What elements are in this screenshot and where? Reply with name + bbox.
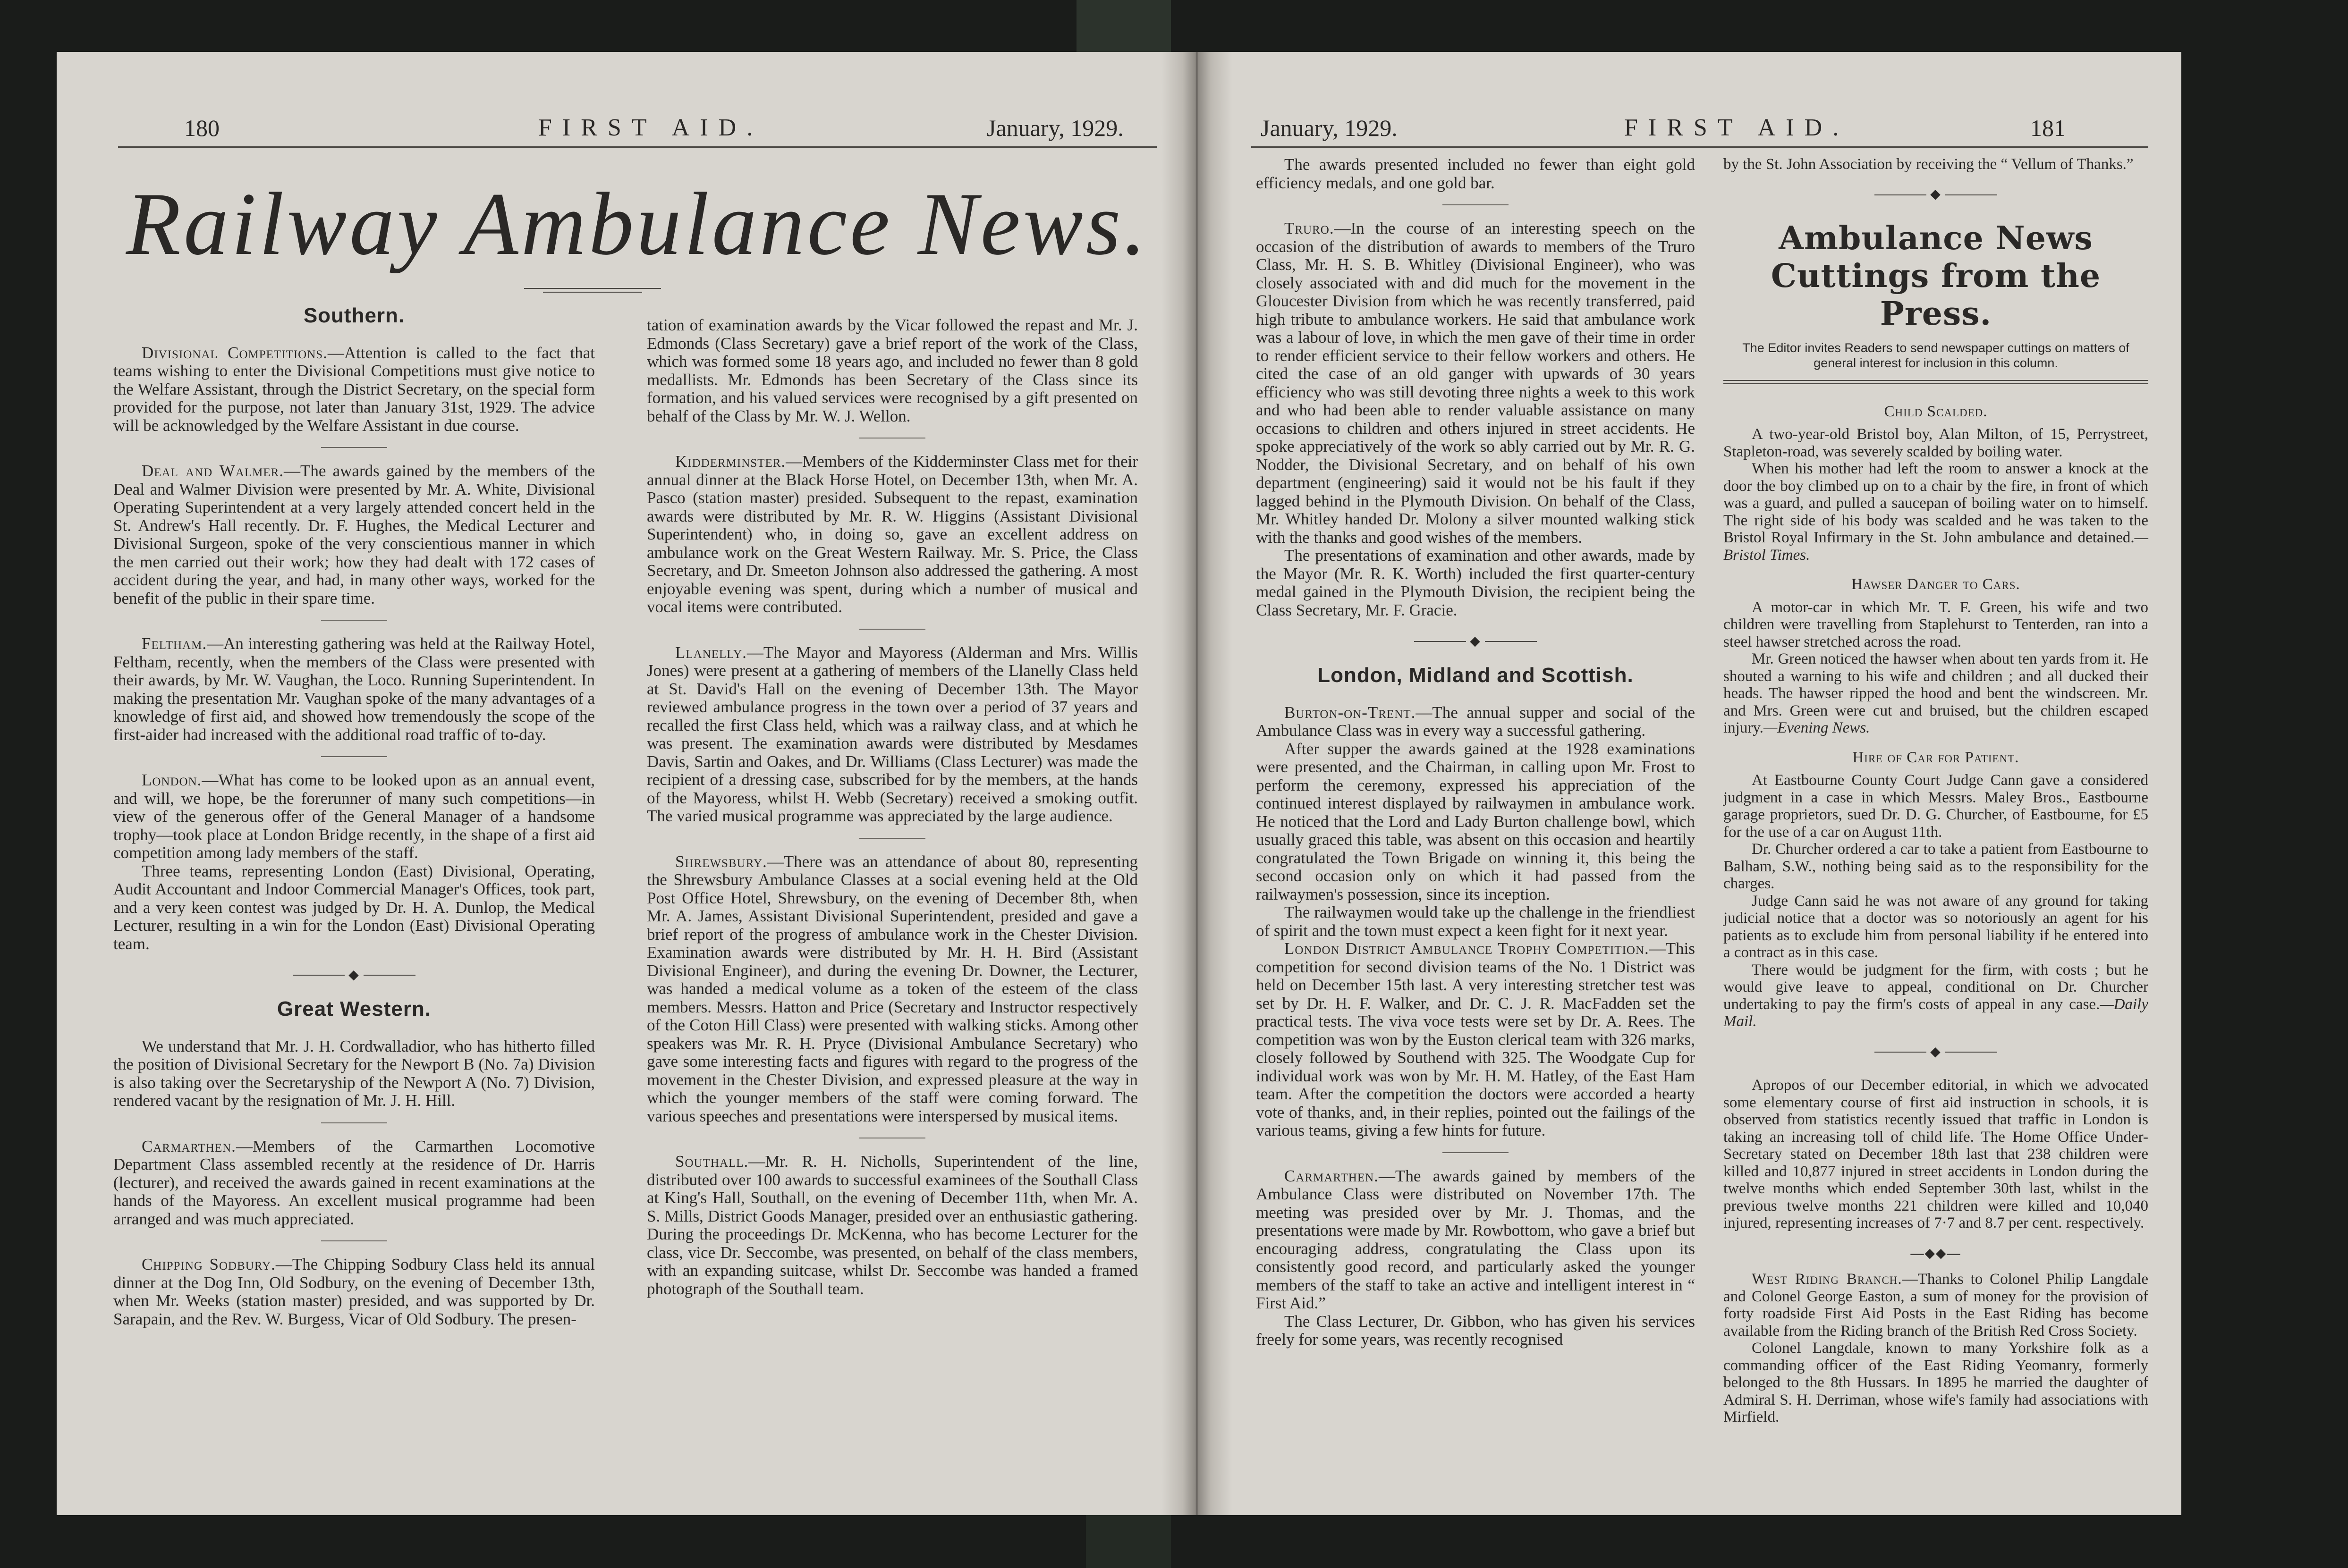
double-rule	[1723, 380, 2148, 384]
paragraph: Southall.—Mr. R. H. Nicholls, Superintendent of the line, distributed over 100 awards to successful examinees of the Southall Class at King's Hall, Southall, on the evening of December 11th, when Mr. A. S. Mills, District Goods Manager, presided over an enthusiastic gathering. During the proceedings Dr. McKenna, who has become Lecturer for the class, vice Dr. Seccombe, was presented, on behalf of the class members, with an expanding suitcase, whilst Dr. Seccombe was handed a framed photograph of the Southall team.	[647, 1152, 1138, 1298]
section-heading-lms: London, Midland and Scottish.	[1317, 664, 1634, 687]
paragraph: We understand that Mr. J. H. Cordwalladior, who has hitherto filled the position of Divisional Secretary for the Newport B (No. 7a) Division is also taking over the Secretaryship of the Newport A (No. 7) Division, rendered vacant by the resignation of Mr. J. H. Hill.	[113, 1037, 595, 1110]
cutting-title: Hawser Danger to Cars.	[1851, 576, 2020, 593]
separator	[859, 629, 925, 630]
separator	[321, 447, 387, 448]
right-running-head	[1246, 104, 2172, 142]
paragraph: The awards presented included no fewer than eight gold efficiency medals, and one gold bar.	[1256, 155, 1695, 192]
paragraph: Kidderminster.—Members of the Kidderminster Class met for their annual dinner at the Black Horse Hotel, on December 13th, when Mr. A. Pasco (station master) presided. Subsequent to the repast, examination awards were distributed by Mr. R. W. Higgins (Assistant Divisional Superintendent) who, in doing so, gave an excellent address on ambulance work on the Great Western Railway. Mr. S. Price, the Class Secretary, and Dr. Smeeton Johnson also addressed the gathering. A most enjoyable evening was spent, during which a number of musical and vocal items were contributed.	[647, 452, 1138, 616]
paragraph: Carmarthen.—The awards gained by members of the Ambulance Class were distributed on November 17th. The meeting was presided over by Mr. J. Thomas, and the presentations were made by Mr. Rowbottom, who gave a brief but encouraging address, congratulating the Class upon its consistently good record, and particularly asked the younger members of the staff to take an active and intelligent interest in “ First Aid.”	[1256, 1166, 1695, 1313]
paragraph: Truro.—In the course of an interesting speech on the occasion of the distribution of awards to members of the Truro Class, Mr. H. S. B. Whitley (Divisional Engineer), who was closely associated with and did much for the movement in the Gloucester Division from which he was recently transferred, paid high tribute to ambulance workers. He said that ambulance work was a labour of love, in which the men gave of their time in order to render efficient service to their fellow workers and others. He cited the case of an old ganger with upwards of 30 years efficiency who was still devoting three nights a week to this work and who had been able to render valuable assistance on many occasions to children and others injured in street accidents. He spoke appreciatively of the work so ably carried out by Mr. R. G. Nodder, the Divisional Secretary, and on behalf of his own department (engineering) said it would not be his fault if they lagged behind in the Plymouth Division. On behalf of the Class, Mr. Whitley handed Dr. Molony a silver mounted walking stick with the thanks and good wishes of the members.	[1256, 219, 1695, 547]
paragraph: There would be judgment for the firm, with costs ; but he would give leave to appeal, conditional on Dr. Churcher undertaking to pay the firm's costs of appeal in any case.—Daily Mail.	[1723, 961, 2148, 1030]
cutting-title: Hire of Car for Patient.	[1852, 749, 2019, 766]
right-column-2	[1723, 156, 2148, 1438]
separator	[321, 756, 387, 757]
paragraph: Apropos of our December editorial, in which we advocated some elementary course of first aid instruction in schools, it is observed from statistics recently issued that traffic in London is taking an increasing toll of child life. The Home Office Under-Secretary stated on December 18th last that 238 children were killed and 10,877 injured in street accidents in London during the twelve months which ended September 30th last, whilst in the previous twelve months 221 children were killed and 10,040 injured, representing increases of 7·7 and 8.7 per cent. respectively.	[1723, 1077, 2148, 1232]
book-binding-top	[1077, 0, 1171, 52]
separator	[1442, 204, 1509, 205]
masthead-rule	[524, 288, 661, 289]
paragraph: Burton-on-Trent.—The annual supper and social of the Ambulance Class was in every way a successful gathering.	[1256, 703, 1695, 740]
magazine-spread	[57, 52, 2181, 1515]
right-page-number: 181	[2030, 115, 2066, 141]
paragraph: Llanelly.—The Mayor and Mayoress (Alderman and Mrs. Willis Jones) were present at a gathering of members of the Llanelly Class held at St. David's Hall on the evening of December 13th. The Mayor reviewed ambulance progress in the town over a period of 37 years and recalled the first Class held, which was a railway class, and at which he was present. The examination awards were distributed by Mesdames Davis, Sartin and Oakes, and Dr. Williams (Class Lecturer) was made the recipient of a dressing case, subscribed for by the members, at the hands of the Mayoress, whilst H. Webb (Secretary) received a smoking outfit. The varied musical programme was appreciated by the large audience.	[647, 643, 1138, 825]
left-head-rule	[118, 146, 1157, 148]
masthead-rule-2	[543, 292, 642, 293]
paragraph: West Riding Branch.—Thanks to Colonel Philip Langdale and Colonel George Easton, a sum of money for the provision of forty roadside First Aid Posts in the East Riding has become available from the Riding branch of the British Red Cross Society.	[1723, 1271, 2149, 1340]
right-head-rule	[1251, 146, 2148, 148]
paragraph: Judge Cann said he was not aware of any ground for taking judicial notice that a doctor was so notoriously an agent for his patients as to exclude him from personal liability if he entered into a contract as in this case.	[1723, 892, 2148, 961]
separator	[859, 838, 925, 839]
left-page	[57, 52, 1171, 1515]
section-heading-southern: Southern.	[303, 304, 405, 327]
cuttings-title: Ambulance News Cuttings from the Press.	[1771, 219, 2101, 333]
left-date: January, 1929.	[987, 115, 1124, 141]
separator	[321, 1240, 387, 1241]
separator	[321, 1122, 387, 1123]
ornament-divider: ◆	[1256, 632, 1695, 650]
editor-note: The Editor invites Readers to send newspaper cuttings on matters of general interest for inclusion in this column.	[1742, 340, 2129, 370]
masthead: Railway Ambulance News.	[126, 175, 1149, 274]
paragraph: At Eastbourne County Court Judge Cann gave a considered judgment in a case in which Messrs. Maley Bros., Eastbourne garage proprietors, sued Dr. D. G. Churcher, of Eastbourne, for £5 for the use of a car on August 11th.	[1723, 772, 2148, 841]
ornament-divider: ◆	[113, 965, 595, 984]
right-date: January, 1929.	[1261, 115, 1398, 141]
left-column-1	[113, 302, 595, 1340]
paragraph: Chipping Sodbury.—The Chipping Sodbury Class held its annual dinner at the Dog Inn, Old Sodbury, on the evening of December 13th, when Mr. Weeks (station master) presided, and was supported by Dr. Sarapain, and the Rev. W. Burgess, Vicar of Old Sodbury. The presen-	[113, 1255, 595, 1328]
cutting-title: Child Scalded.	[1884, 403, 1988, 420]
right-running-title: FIRST AID.	[1624, 114, 1849, 141]
paragraph: A motor-car in which Mr. T. F. Green, his wife and two children were travelling from Staplehurst to Tenterden, ran into a steel hawser stretched across the road.	[1723, 599, 2148, 650]
ornament-divider: ◆	[1723, 185, 2148, 203]
paragraph: Mr. Green noticed the hawser when about ten yards from it. He shouted a warning to his wife and children ; and all ducked their heads. The hawser ripped the hood and bent the windscreen. Mr. and Mrs. Green were cut and bruised, but the children escaped injury.—Evening News.	[1723, 650, 2148, 737]
paragraph: London.—What has come to be looked upon as an annual event, and will, we hope, be the forerunner of many such competitions—in view of the generous offer of the General Manager of a handsome trophy—took place at London Bridge recently, in the shape of a first aid competition among lady members of the staff.	[113, 771, 595, 862]
paragraph: When his mother had left the room to answer a knock at the door the boy climbed up on to a chair by the fire, in front of which was a guard, and pulled a saucepan of boiling water on to himself. The right side of his body was scalded and he was taken to the Bristol Royal Infirmary in the St. John ambulance and detained.—Bristol Times.	[1723, 460, 2148, 564]
paragraph: Feltham.—An interesting gathering was held at the Railway Hotel, Feltham, recently, when the members of the Class were presented with their awards, by Mr. W. Vaughan, the Loco. Running Superintendent. In making the presentation Mr. Vaughan spoke of the many advantages of a knowledge of first aid, and showed how tremendously the scope of the first-aider had increased with the additional road traffic of to-day.	[113, 634, 595, 744]
separator	[321, 620, 387, 621]
paragraph: After supper the awards gained at the 1928 examinations were presented, and the Chairman, in calling upon Mr. Frost to perform the ceremony, expressed his appreciation of the continued interest displayed by railwaymen in ambulance work. He noticed that the Lord and Lady Burton challenge bowl, which usually graced this table, was absent on this occasion and heartily congratulated the Town Brigade on winning it, this being the second occasion only on which it had passed from the railwaymen's possession, since its inception.	[1256, 739, 1695, 903]
ornament-divider-small: ―◆◆―	[1910, 1246, 1961, 1261]
paragraph: The Class Lecturer, Dr. Gibbon, who has given his services freely for some years, was recently recognised	[1256, 1312, 1695, 1349]
paragraph: Shrewsbury.—There was an attendance of about 80, representing the Shrewsbury Ambulance Classes at a social evening held at the Old Post Office Hotel, Shrewsbury, on the evening of December 8th, when Mr. A. James, Assistant Divisional Superintendent, presided and gave a brief report of the progress of ambulance work in the Chester Division. Examination awards were distributed by Mr. H. H. Bird (Assistant Divisional Engineer), and during the evening Dr. Downer, the Lecturer, was handed a medical volume as a token of the esteem of the class members. Messrs. Hatton and Price (Secretary and Instructor respectively of the Coton Hill Class) were presented with walking sticks. Among other speakers was Mr. R. H. Pryce (Divisional Ambulance Secretary) who gave some interesting facts and figures with regard to the progress of the movement in the Chester Division, and expressed pleasure at the way in which the younger members of the staff were coming forward. The various speeches and presentations were interspersed by musical items.	[647, 852, 1138, 1125]
separator	[1442, 1152, 1509, 1153]
right-page	[1218, 52, 2181, 1515]
right-column-1	[1256, 156, 1695, 1361]
left-page-number: 180	[184, 115, 220, 141]
paragraph: Colonel Langdale, known to many Yorkshire folk as a commanding officer of the East Riding Yeomanry, formerly belonged to the 8th Hussars. In 1895 he married the daughter of Admiral S. H. Derriman, whose wife's family had associations with Mirfield.	[1723, 1340, 2148, 1426]
left-running-head	[123, 104, 1152, 142]
paragraph: Deal and Walmer.—The awards gained by the members of the Deal and Walmer Division were presented by Mr. A. White, Divisional Operating Superintendent at a very largely attended concert held in the St. Andrew's Hall recently. Dr. F. Hughes, the Medical Lecturer and Divisional Surgeon, spoke of the very conscientious manner in which the men carried out their work; how they had dealt with 172 cases of accident during the year, and had, in many other ways, worked for the benefit of the public in their spare time.	[113, 462, 595, 607]
paragraph: London District Ambulance Trophy Competition.—This competition for second division teams of the No. 1 District was held on December 15th last. A very interesting stretcher test was set by Dr. H. F. Walker, and Dr. C. J. R. MacFadden set the practical tests. The viva voce tests were set by Dr. A. Rees. The competition was won by the Euston clerical team with 326 marks, closely followed by Southend with 325. The Woodgate Cup for individual work was won by Mr. H. M. Hatley, of the East Ham team. After the competition the doctors were accorded a hearty vote of thanks, and, in their replies, pointed out the failings of the various teams, giving a few hints for future.	[1256, 939, 1695, 1140]
ornament-divider: ◆	[1723, 1043, 2148, 1061]
paragraph: A two-year-old Bristol boy, Alan Milton, of 15, Perrystreet, Stapleton-road, was severely scalded by boiling water.	[1723, 426, 2148, 460]
paragraph: tation of examination awards by the Vicar followed the repast and Mr. J. Edmonds (Class Secretary) gave a brief report of the work of the Class, which was formed some 18 years ago, and included no fewer than 8 gold medallists. Mr. Edmonds has been Secretary of the Class since its formation, and his valued services were recognised by a gift presented on behalf of the Class by Mr. W. J. Wellon.	[647, 316, 1138, 425]
paragraph: The railwaymen would take up the challenge in the friendliest of spirit and the town must expect a keen fight for it next year.	[1256, 903, 1695, 940]
left-column-2	[647, 316, 1138, 1310]
paragraph: by the St. John Association by receiving the “ Vellum of Thanks.”	[1723, 156, 2134, 173]
section-heading-great-western: Great Western.	[277, 997, 432, 1021]
paragraph: Carmarthen.—Members of the Carmarthen Locomotive Department Class assembled recently at the residence of Dr. Harris (lecturer), and received the awards gained in recent examinations at the hands of the Mayoress. An excellent musical programme had been arranged and was much appreciated.	[113, 1137, 595, 1228]
paragraph: The presentations of examination and other awards, made by the Mayor (Mr. R. K. Worth) included the first quarter-century medal gained in the Plymouth Division, the recipient being the Class Secretary, Mr. F. Gracie.	[1256, 546, 1695, 619]
paragraph: Three teams, representing London (East) Divisional, Operating, Audit Accountant and Indoor Commercial Manager's Offices, took part, and a very keen contest was judged by Dr. H. A. Dunlop, the Medical Lecturer, resulting in a win for the London (East) Divisional Operating team.	[113, 861, 595, 953]
paragraph: Dr. Churcher ordered a car to take a patient from Eastbourne to Balham, S.W., nothing being said as to the responsibility for the charges.	[1723, 841, 2148, 893]
left-running-title: FIRST AID.	[538, 114, 763, 141]
paragraph: Divisional Competitions.—Attention is called to the fact that teams wishing to enter the Divisional Competitions must give notice to the Welfare Assistant, through the District Secretary, on the special form provided for the purpose, not later than January 31st, 1929. The advice will be acknowledged by the Welfare Assistant in due course.	[113, 343, 595, 435]
